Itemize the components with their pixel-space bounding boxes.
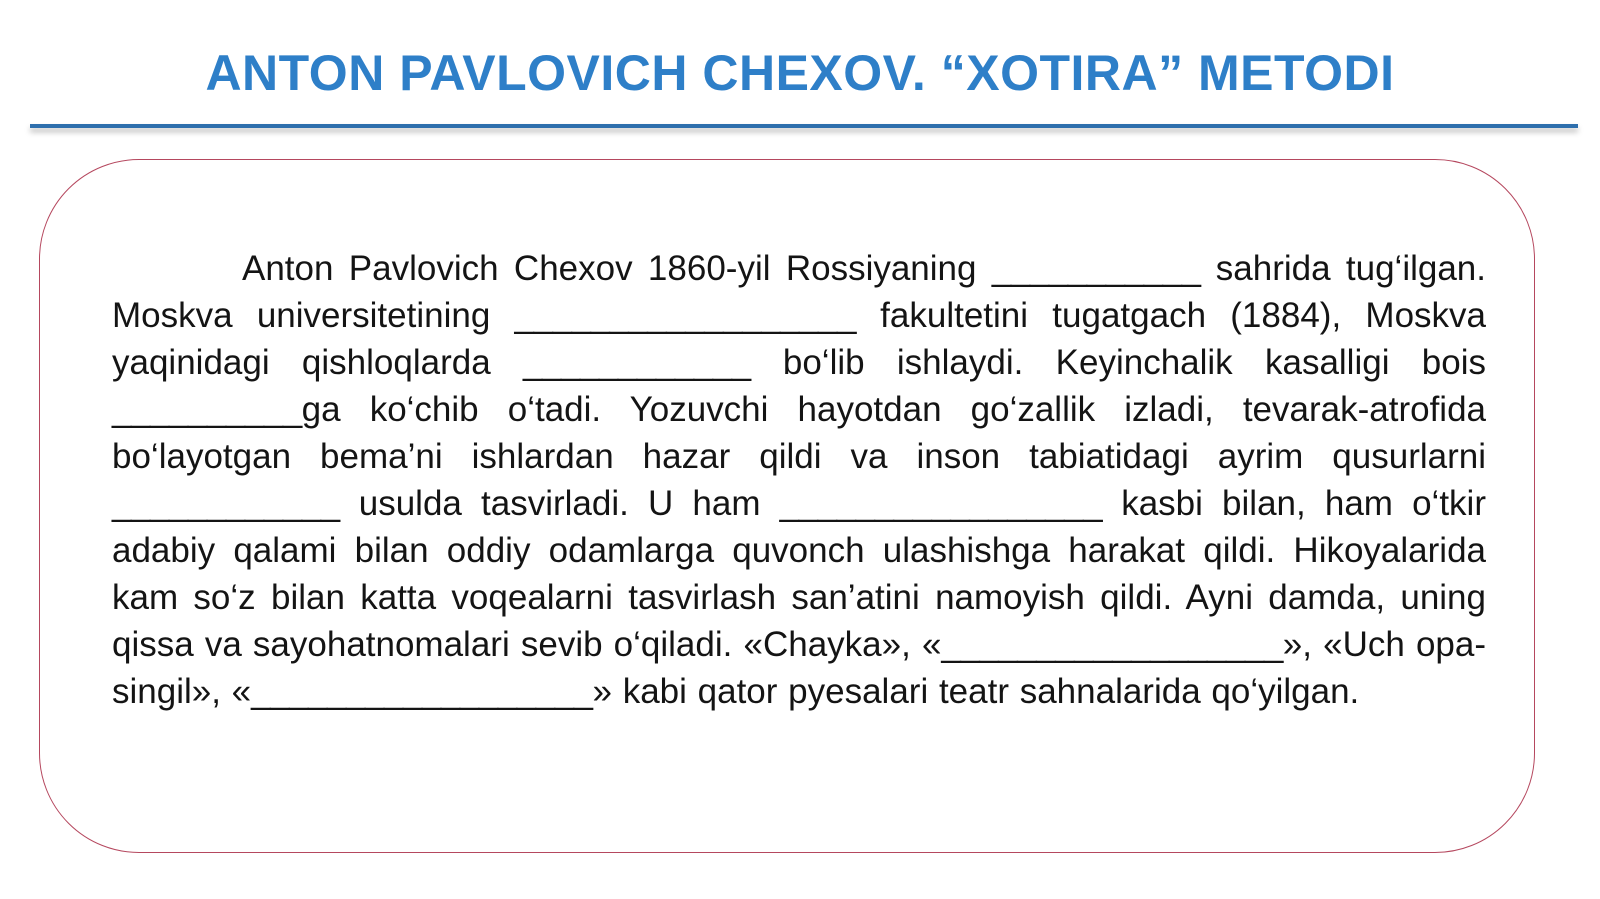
fill-in-passage [112,245,1486,715]
passage-text: sahrida tug‘ilgan. Moskva universitetining [112,249,1486,335]
passage-text: » kabi qator pyesalari teatr sahnalarida qo‘yilgan. [592,672,1360,711]
passage-text: kasbi bilan, ham o‘tkir adabiy qalami bilan oddiy odamlarga quvonch ulashishga harakat qildi. Hikoyalarida kam so‘z bilan katta voqealarni tasvirlash san’atini namoyish qildi. Ayni damda, uning qissa va sayohatnomalari sevib o‘qiladi. «Chayka», « [112,484,1486,664]
passage-text: », «Uch opa-singil», « [112,625,1486,711]
answer-blank-profession: ____________ [522,343,751,382]
answer-blank-faculty: __________________ [514,296,856,335]
answer-blank-place: __________ [112,390,302,429]
passage-text: Anton Pavlovich Chexov 1860-yil Rossiyaning [242,249,992,288]
passage-text: usulda tasvirladi. U ham [339,484,780,523]
answer-blank-play-1: __________________ [941,625,1283,664]
passage-text: fakultetini tugatgach (1884), Moskva yaqinidagi qishloqlarda [112,296,1487,382]
slide-title: ANTON PAVLOVICH CHEXOV. “XOTIRA” METODI [205,45,1395,101]
passage-text: bo‘lib ishlaydi. Keyinchalik kasalligi bois [750,343,1486,382]
answer-blank-city: ___________ [991,249,1201,288]
answer-blank-play-2: __________________ [251,672,593,711]
passage-text: ga ko‘chib o‘tadi. Yozuvchi hayotdan go‘zallik izladi, tevarak-atrofida bo‘layotgan bema’ni ishlardan hazar qildi va inson tabiatidagi ayrim qusurlarni [112,390,1486,476]
answer-blank-style: ____________ [112,484,340,523]
answer-blank-occupation: _________________ [779,484,1103,523]
title-underline [30,124,1578,128]
